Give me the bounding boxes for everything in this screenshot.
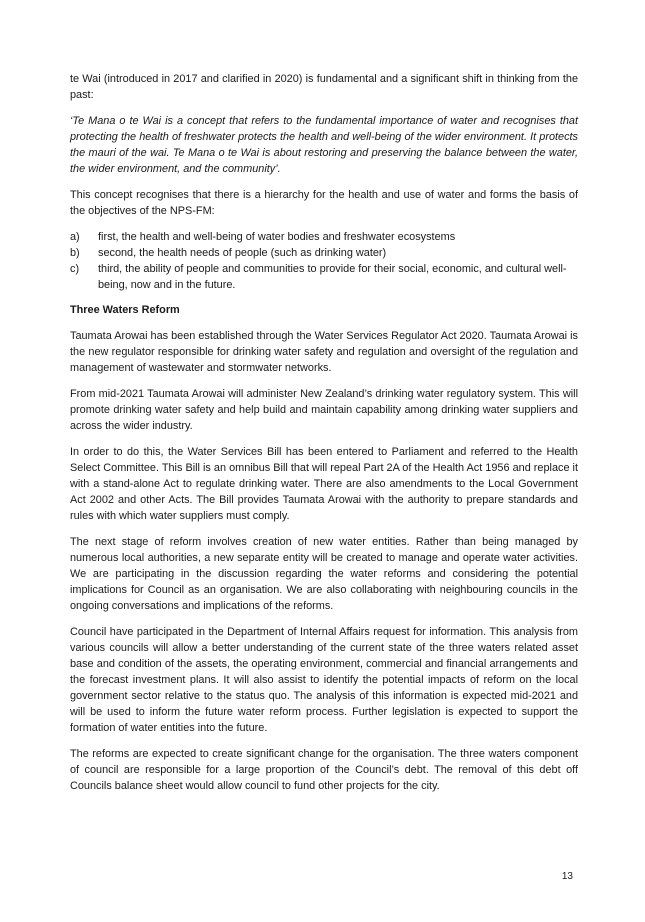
body-paragraph: The reforms are expected to create significant change for the organisation. The three waters component of council are responsible for a large proportion of the Council’s debt. The removal of this debt off Councils balance sheet would allow council to fund other projects for the city. [70,748,578,792]
list-item [70,245,578,261]
body-paragraph: In order to do this, the Water Services Bill has been entered to Parliament and referred to the Health Select Committee. This Bill is an omnibus Bill that will repeal Part 2A of the Health Act 1956 and replace it with a stand-alone Act to regulate drinking water. There are also amendments to the Local Government Act 2002 and other Acts. The Bill provides Taumata Arowai with the authority to prepare standards and rules with which water suppliers must comply. [70,446,578,522]
list-item-text: first, the health and well-being of water bodies and freshwater ecosystems [98,231,456,243]
te-mana-quote: ‘Te Mana o te Wai is a concept that refers to the fundamental importance of water and recognises that protecting the health of freshwater protects the health and well-being of the wider environment. It protects the mauri of the wai. Te Mana o te Wai is about restoring and preserving the balance between the water, the wider environment, and the community’. [70,115,578,175]
body-paragraph: Council have participated in the Department of Internal Affairs request for information. This analysis from various councils will allow a better understanding of the current state of the three waters related asset base and condition of the assets, the operating environment, commercial and financial arrangements and the forecast investment plans. It will also assist to identify the potential impacts of reform on the local government sector relative to the status quo. The analysis of this information is expected mid-2021 and will be used to inform the future water reform process. Further legislation is expected to support the formation of water entities into the future. [70,626,578,734]
concept-paragraph: This concept recognises that there is a hierarchy for the health and use of water and forms the basis of the objectives of the NPS-FM: [70,189,578,217]
body-paragraph: The next stage of reform involves creation of new water entities. Rather than being managed by numerous local authorities, a new separate entity will be created to manage and operate water activities. We are participating in the discussion regarding the water reforms and considering the potential implications for Council as an organisation. We are also collaborating with neighbouring councils in the ongoing conversations and implications of the reforms. [70,536,578,612]
list-marker: c) [70,263,80,275]
list-item-text: third, the ability of people and communities to provide for their social, economic, and cultural well-being, now and in the future. [98,263,567,291]
list-item [70,229,578,245]
list-marker: a) [70,231,80,243]
hierarchy-list [70,229,578,293]
document-page [70,71,578,804]
list-item [70,261,578,293]
body-paragraph: From mid-2021 Taumata Arowai will administer New Zealand’s drinking water regulatory system. This will promote drinking water safety and help build and maintain capability among drinking water suppliers and across the wider industry. [70,388,578,432]
list-item-text: second, the health needs of people (such as drinking water) [98,247,387,259]
intro-paragraph: te Wai (introduced in 2017 and clarified in 2020) is fundamental and a significant shift in thinking from the past: [70,73,578,101]
page-number: 13 [561,871,573,882]
list-marker: b) [70,247,80,259]
section-heading: Three Waters Reform [70,304,180,316]
body-paragraph: Taumata Arowai has been established through the Water Services Regulator Act 2020. Taumata Arowai is the new regulator responsible for drinking water safety and regulation and oversight of the regulation and management of wastewater and stormwater networks. [70,330,578,374]
